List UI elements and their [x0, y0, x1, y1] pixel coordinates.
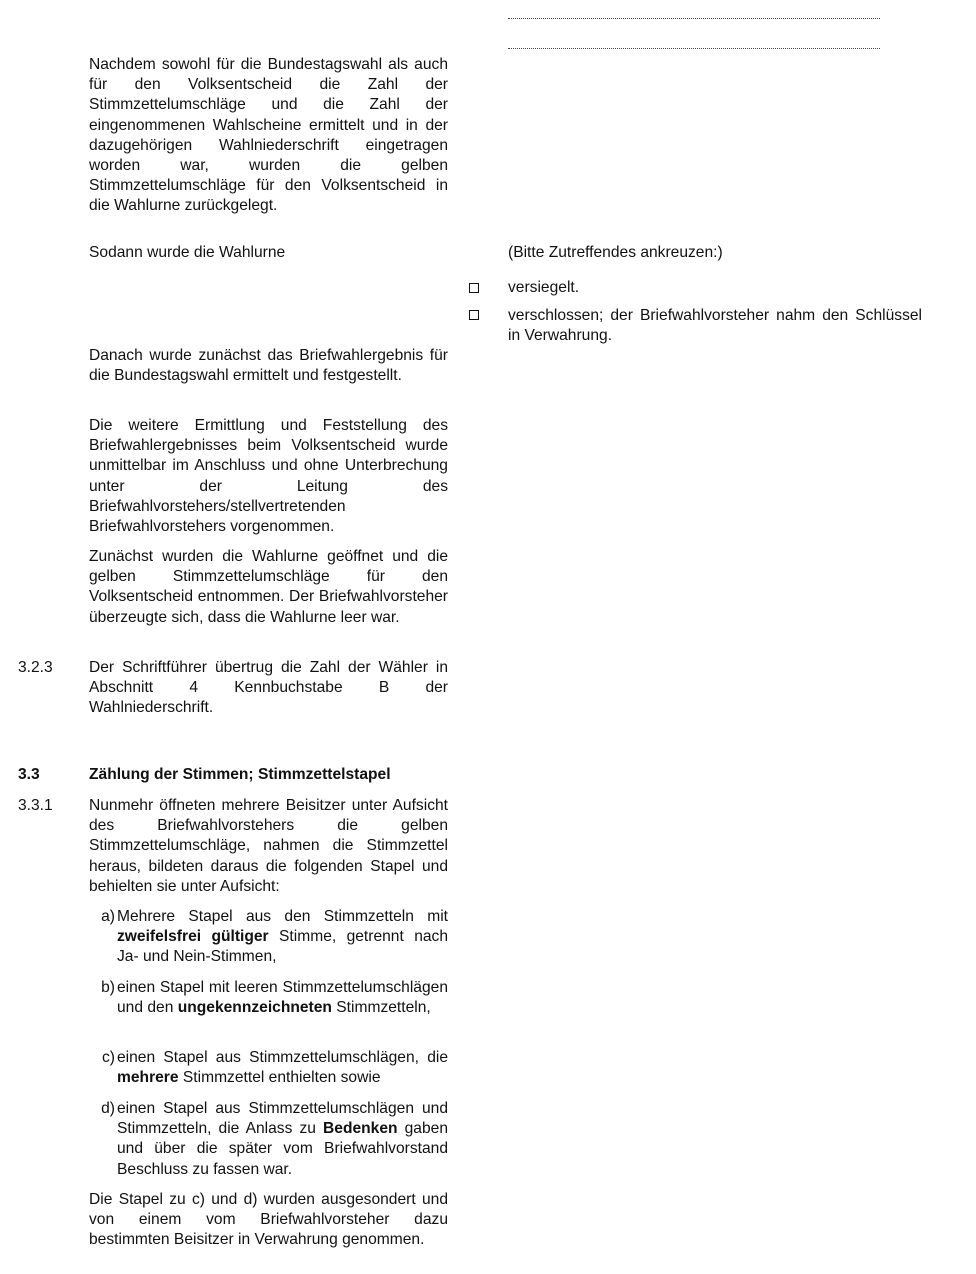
section-3-3-1-text: Nunmehr öffneten mehrere Beisitzer unter Aufsicht des Briefwahlvorstehers die gelben Stimmzettelumschläge, nahmen die Stimmzettel heraus, bildeten daraus die folgenden Stapel und behielten sie unter Aufsicht: [89, 797, 448, 895]
paragraph-weitere-ermittlung: Die weitere Ermittlung und Feststellung des Briefwahlergebnisses beim Volksentscheid wurde unmittelbar im Anschluss und ohne Unterbrechung unter der Leitung des Briefwahlvorstehers/stellvertretenden Briefwahlvorstehers vorgenommen. [89, 417, 448, 536]
list-item-label: a) [101, 908, 115, 925]
dotted-fill-line-2 [508, 48, 880, 49]
section-3-2-3-text: Der Schriftführer übertrug die Zahl der Wähler in Abschnitt 4 Kennbuchstabe B der Wahlniederschrift. [89, 659, 448, 717]
closing-paragraph: Die Stapel zu c) und d) wurden ausgesondert und von einem vom Briefwahlvorsteher dazu bestimmten Beisitzer in Verwahrung genommen. [89, 1191, 448, 1249]
urn-sentence: Sodann wurde die Wahlurne [89, 244, 286, 261]
list-item-label: c) [102, 1049, 115, 1066]
checkbox-versiegelt[interactable] [469, 283, 479, 293]
list-item-label: b) [101, 979, 115, 996]
list-item-label: d) [101, 1100, 115, 1117]
paragraph-briefwahlergebnis: Danach wurde zunächst das Briefwahlergebnis für die Bundestagswahl ermittelt und festgestellt. [89, 347, 448, 385]
option-label-versiegelt: versiegelt. [508, 279, 580, 296]
list-item-text: einen Stapel aus Stimmzettelumschlägen, die mehrere Stimmzettel enthielten sowie [117, 1049, 448, 1087]
list-item-text: einen Stapel mit leeren Stimmzettelumschlägen und den ungekennzeichneten Stimmzetteln, [117, 979, 448, 1017]
checkbox-verschlossen[interactable] [469, 310, 479, 320]
section-number-3-3-1: 3.3.1 [18, 797, 53, 814]
instruction-text: (Bitte Zutreffendes ankreuzen:) [508, 244, 723, 261]
option-label-verschlossen: verschlossen; der Briefwahlvorsteher nahm den Schlüssel in Verwahrung. [508, 307, 922, 345]
list-item-text: einen Stapel aus Stimmzettelumschlägen und Stimmzetteln, die Anlass zu Bedenken gaben und über die später vom Briefwahlvorstand Beschluss zu fassen war. [117, 1100, 448, 1178]
paragraph-wahlurne-geoeffnet: Zunächst wurden die Wahlurne geöffnet und die gelben Stimmzettelumschläge für den Volksentscheid entnommen. Der Briefwahlvorsteher überzeugte sich, dass die Wahlurne leer war. [89, 548, 448, 626]
section-number-3-2-3: 3.2.3 [18, 659, 53, 676]
list-item-text: Mehrere Stapel aus den Stimmzetteln mit zweifelsfrei gültiger Stimme, getrennt nach Ja- und Nein-Stimmen, [117, 908, 449, 966]
dotted-fill-line-1 [508, 18, 880, 19]
section-number-3-3: 3.3 [18, 766, 40, 783]
section-3-3-title: Zählung der Stimmen; Stimmzettelstapel [89, 766, 391, 783]
intro-paragraph: Nachdem sowohl für die Bundestagswahl als auch für den Volksentscheid die Zahl der Stimmzettelumschläge und die Zahl der eingenommenen Wahlscheine ermittelt und in der dazugehörigen Wahlniederschrift eingetragen worden war, wurden die gelben Stimmzettelumschläge für den Volksentscheid in die Wahlurne zurückgelegt. [89, 56, 448, 215]
